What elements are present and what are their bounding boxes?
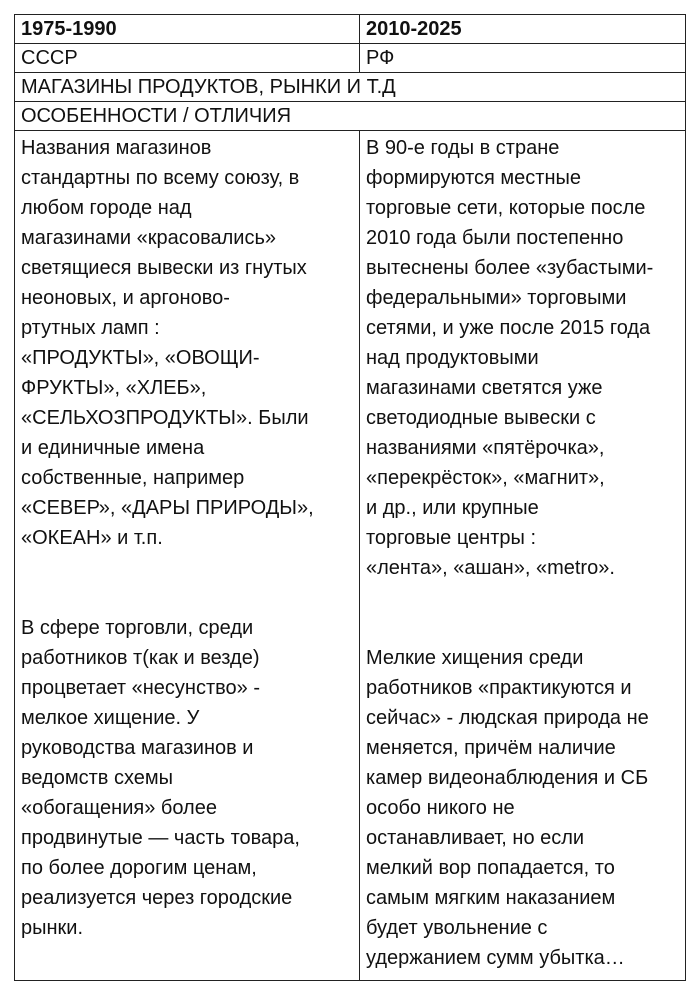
section-title: ОСОБЕННОСТИ / ОТЛИЧИЯ xyxy=(15,102,686,131)
country-row xyxy=(15,44,686,73)
topic-row xyxy=(15,73,686,102)
left-paragraph-theft: В сфере торговли, среди работников т(как и везде) процветает «несунство» - мелкое хищение. У руководства магазинов и ведомств схемы «обогащения» более продвинутые — часть товара, по более дорогим ценам, реализуется через городские рынки. xyxy=(21,617,300,939)
right-paragraph-theft: Мелкие хищения среди работников «практикуются и сейчас» - людская природа не меняется, причём наличие камер видеонаблюдения и СБ особо никого не останавливает, но если мелкий вор попадается, то самым мягким наказанием будет увольнение с удержанием сумм убытка… xyxy=(366,647,649,969)
section-row xyxy=(15,102,686,131)
paragraph-gap xyxy=(21,553,353,613)
right-paragraph-signs: В 90-е годы в стране формируются местные торговые сети, которые после 2010 года были постепенно вытеснены более «зубастыми- федеральными» торговыми сетями, и уже после 2015 года над продуктовыми магазинами светятся уже светодиодные вывески с названиями «пятёрочка», «перекрёсток», «магнит», и др., или крупные торговые центры : «лента», «ашан», «metro». xyxy=(366,137,654,579)
header-row xyxy=(15,15,686,44)
content-left xyxy=(15,131,360,981)
paragraph-gap xyxy=(366,583,679,643)
header-period-left: 1975-1990 xyxy=(15,15,360,44)
topic-title: МАГАЗИНЫ ПРОДУКТОВ, РЫНКИ И Т.Д xyxy=(15,73,686,102)
country-left: СССР xyxy=(15,44,360,73)
country-right: РФ xyxy=(360,44,686,73)
left-paragraph-signs: Названия магазинов стандартны по всему союзу, в любом городе над магазинами «красовались» светящиеся вывески из гнутых неоновых, и аргоново- ртутных ламп : «ПРОДУКТЫ», «ОВОЩИ- ФРУКТЫ», «ХЛЕБ», «СЕЛЬХОЗПРОДУКТЫ». Были и единичные имена собственные, например «СЕВЕР», «ДАРЫ ПРИРОДЫ», «ОКЕАН» и т.п. xyxy=(21,137,314,549)
comparison-table xyxy=(14,14,686,981)
content-right xyxy=(360,131,686,981)
content-row xyxy=(15,131,686,981)
header-period-right: 2010-2025 xyxy=(360,15,686,44)
